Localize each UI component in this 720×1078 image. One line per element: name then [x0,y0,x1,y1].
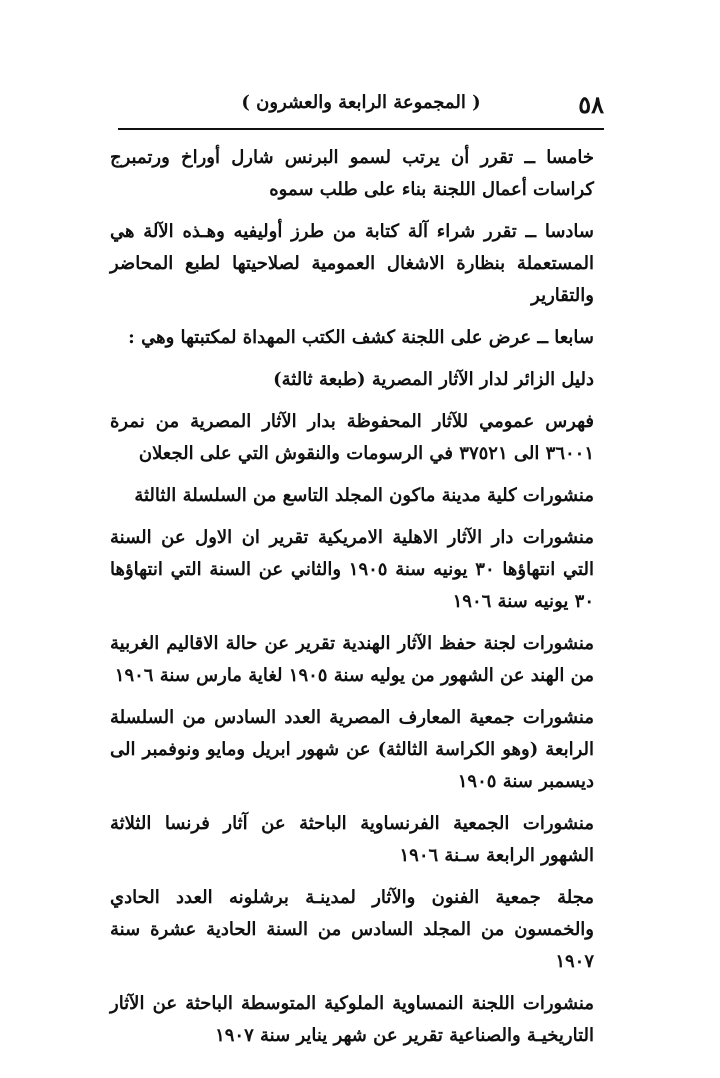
page-header [118,86,604,126]
paragraph: فهرس عمومي للآثار المحفوظة بدار الآثار المصرية من نمرة ٣٦٠٠١ الى ٣٧٥٢١ في الرسومات والنقوش التي على الجعلان [110,411,594,464]
paragraph: منشورات كلية مدينة ماكون المجلد التاسع من السلسلة الثالثة [134,485,594,506]
paragraph: منشورات لجنة حفظ الآثار الهندية تقرير عن حالة الاقاليم الغربية من الهند عن الشهور من يوليه سنة ١٩٠٥ لغاية مارس سنة ١٩٠٦ [110,633,594,686]
paragraph: سادسا ــ تقرر شراء آلة كتابة من طرز أوليفيه وهـذه الآلة هي المستعملة بنظارة الاشغال العمومية لصلاحيتها لطبع المحاضر والتقارير [110,221,594,306]
paragraph: دليل الزائر لدار الآثار المصرية (طبعة ثالثة) [273,369,594,390]
paragraph: مجلة جمعية الفنون والآثار لمدينـة برشلونه العدد الحادي والخمسون من المجلد السادس من السنة الحادية عشرة سنة ١٩٠٧ [110,887,594,972]
paragraph: سابعا ــ عرض على اللجنة كشف الكتب المهداة لمكتبتها وهي : [128,327,594,348]
page-body [110,142,610,1062]
paragraph: منشورات اللجنة النمساوية الملوكية المتوسطة الباحثة عن الآثار التاريخيـة والصناعية تقرير عن شهر يناير سنة ١٩٠٧ [110,993,594,1046]
page-number: ٥٨ [578,90,604,119]
header-rule [118,128,604,130]
running-title: ( المجموعة الرابعة والعشرون ) [241,92,481,113]
paragraph: منشورات دار الآثار الاهلية الامريكية تقرير ان الاول عن السنة التي انتهاؤها ٣٠ يونيه سنة ١٩٠٥ والثاني عن السنة التي انتهاؤها ٣٠ يونيه سنة ١٩٠٦ [110,527,594,612]
paragraph: منشورات جمعية المعارف المصرية العدد السادس من السلسلة الرابعة (وهو الكراسة الثالثة) عن شهور ابريل ومايو ونوفمبر الى ديسمبر سنة ١٩٠٥ [110,707,594,792]
paragraph: منشورات الجمعية الفرنساوية الباحثة عن آثار فرنسا الثلاثة الشهور الرابعة سـنة ١٩٠٦ [110,813,594,866]
paragraph: خامسا ــ تقرر أن يرتب لسمو البرنس شارل أوراخ ورتمبرج كراسات أعمال اللجنة بناء على طلب سموه [110,147,594,200]
